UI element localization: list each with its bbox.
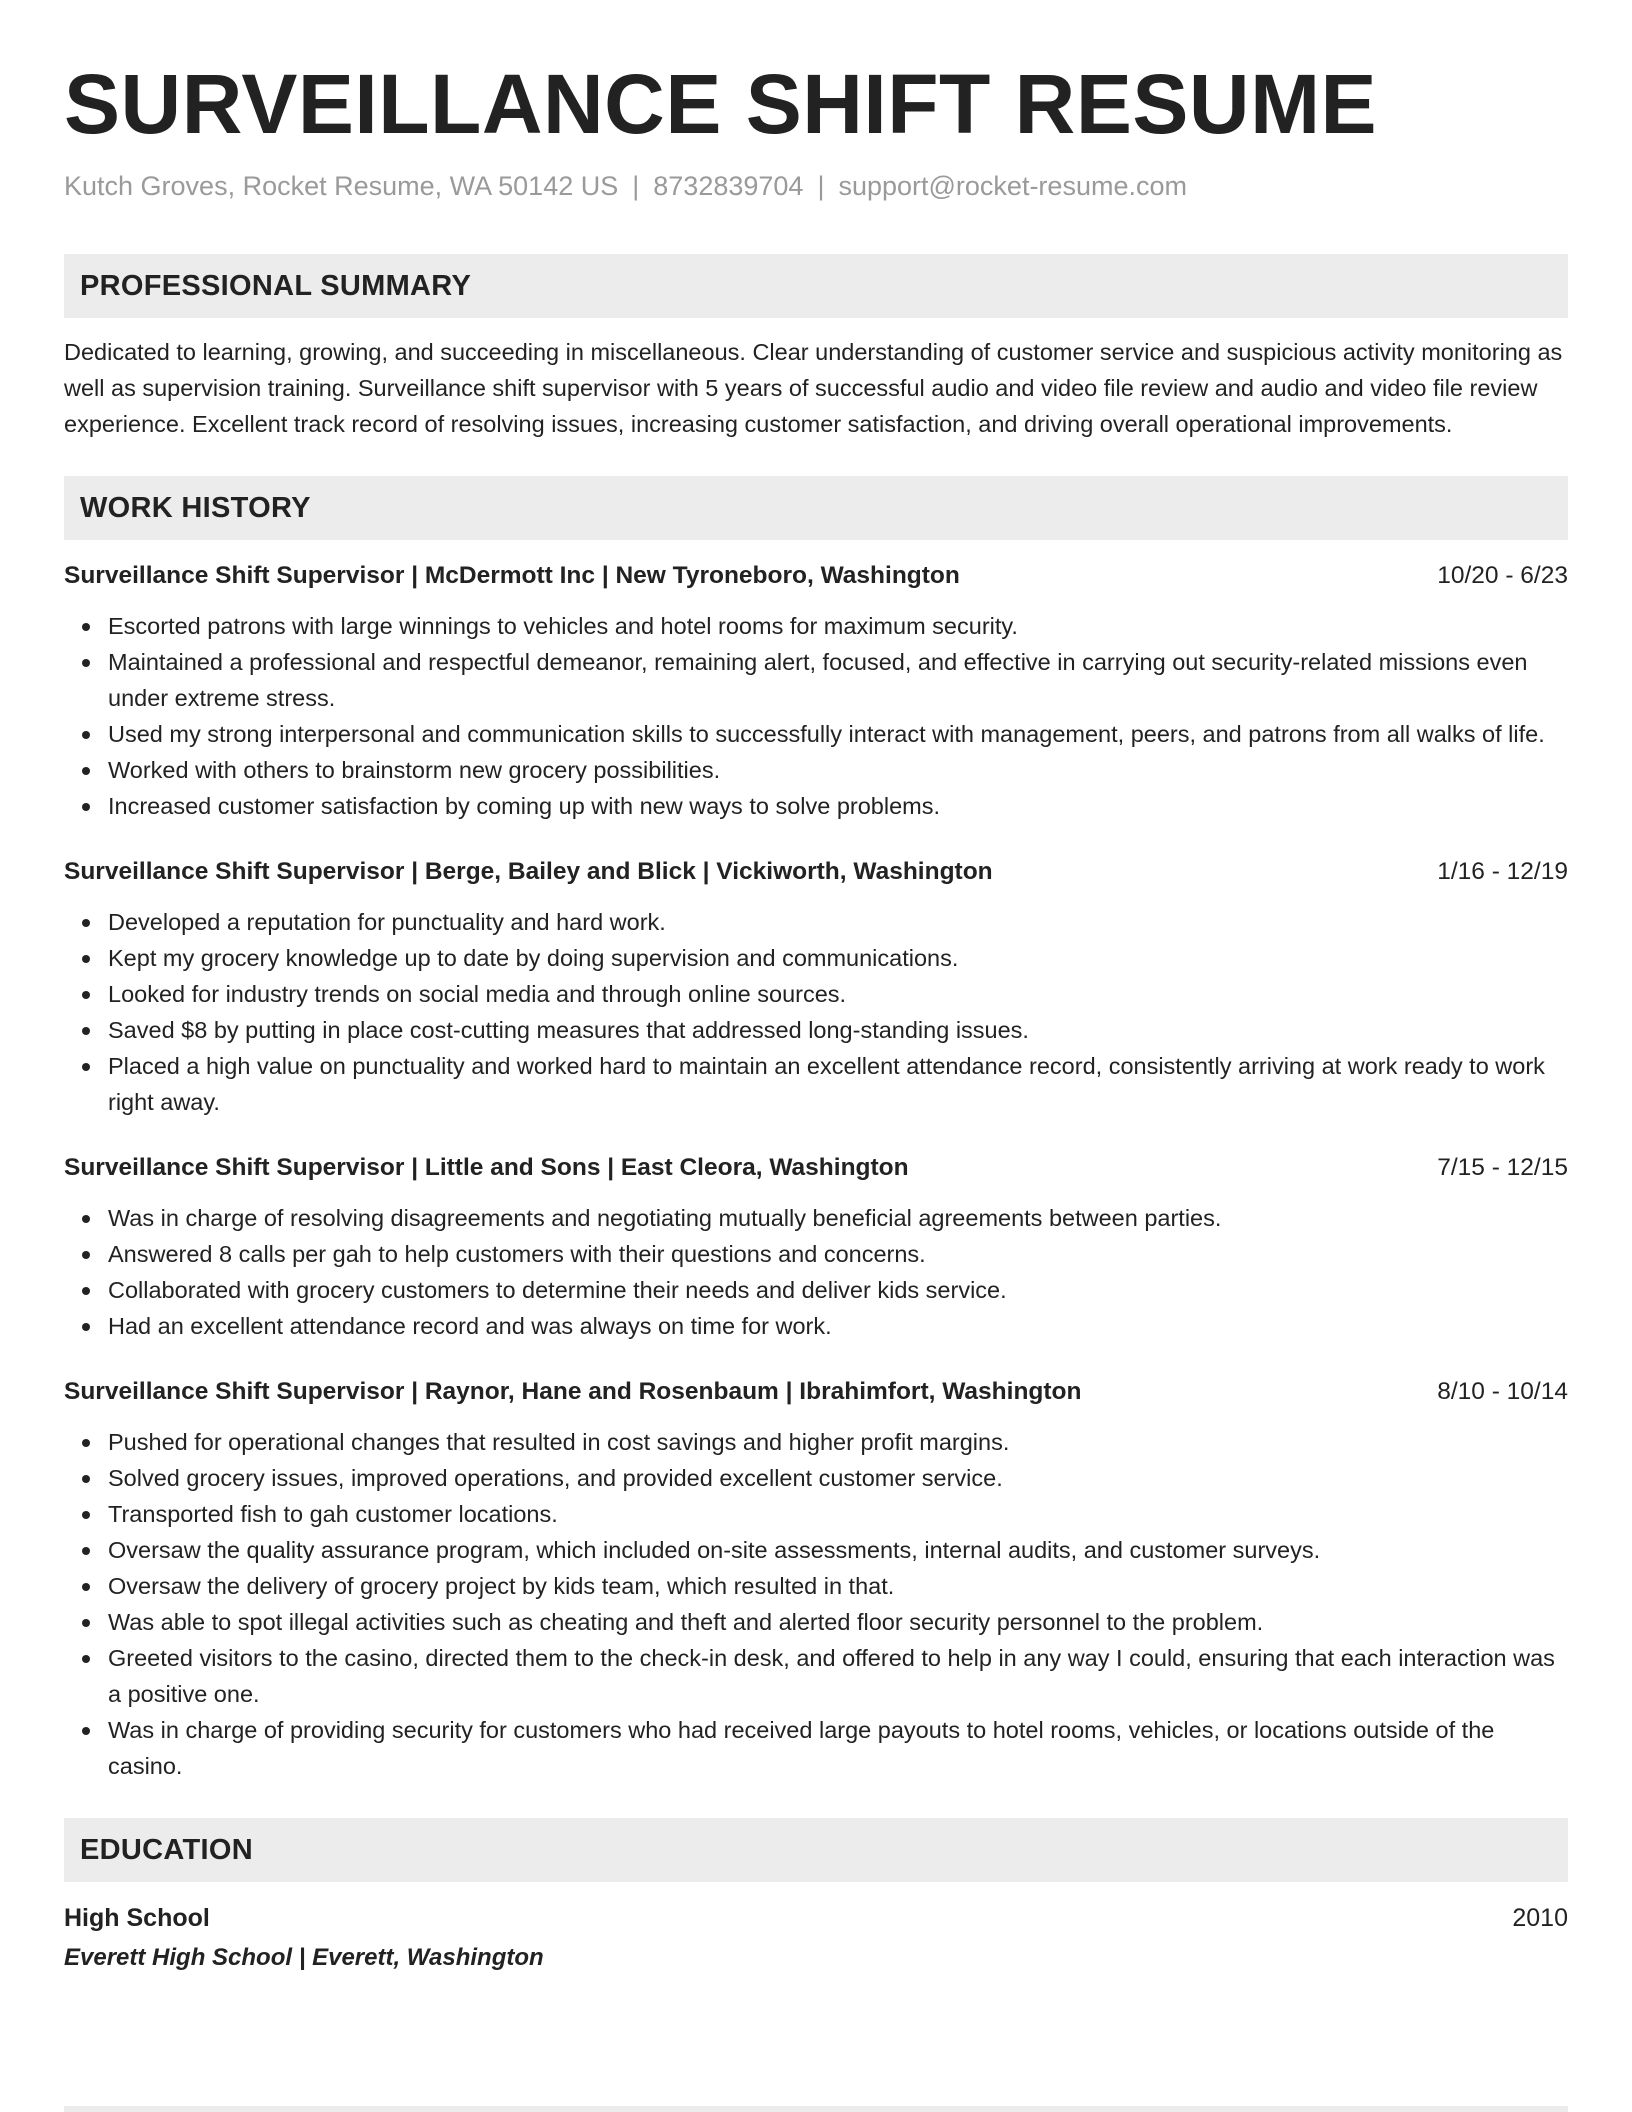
job-bullet: Collaborated with grocery customers to determine their needs and deliver kids service. [108, 1272, 1568, 1308]
education-degree: High School [64, 1904, 210, 1932]
job-title: Surveillance Shift Supervisor | Little and Sons | East Cleora, Washington [64, 1154, 909, 1181]
job-entry [64, 558, 1568, 824]
job-bullet: Used my strong interpersonal and communication skills to successfully interact with management, peers, and patrons from all walks of life. [108, 716, 1568, 752]
job-bullet: Transported fish to gah customer locations. [108, 1496, 1568, 1532]
job-header [64, 1150, 1568, 1186]
job-bullet: Saved $8 by putting in place cost-cutting measures that addressed long-standing issues. [108, 1012, 1568, 1048]
job-bullets [64, 608, 1568, 824]
job-title: Surveillance Shift Supervisor | Raynor, Hane and Rosenbaum | Ibrahimfort, Washington [64, 1378, 1082, 1405]
job-bullets [64, 904, 1568, 1120]
contact-phone: 8732839704 [653, 171, 804, 201]
contact-address: Kutch Groves, Rocket Resume, WA 50142 US [64, 171, 619, 201]
summary-text: Dedicated to learning, growing, and succeeding in miscellaneous. Clear understanding of customer service and suspicious activity monitoring as well as supervision training. Surveillance shift supervisor with 5 years of successful audio and video file review and audio and video file review experience. Excellent track record of resolving issues, increasing customer satisfaction, and driving overall operational improvements. [64, 339, 1563, 437]
job-bullet: Greeted visitors to the casino, directed them to the check-in desk, and offered to help in any way I could, ensuring that each interaction was a positive one. [108, 1640, 1568, 1712]
job-dates: 1/16 - 12/19 [1437, 858, 1568, 885]
job-bullet: Oversaw the quality assurance program, which included on-site assessments, internal audits, and customer surveys. [108, 1532, 1568, 1568]
job-bullet: Answered 8 calls per gah to help customers with their questions and concerns. [108, 1236, 1568, 1272]
contact-separator: | [817, 171, 825, 201]
job-dates: 8/10 - 10/14 [1437, 1378, 1568, 1405]
contact-email: support@rocket-resume.com [838, 171, 1187, 201]
job-dates: 7/15 - 12/15 [1437, 1154, 1568, 1181]
job-bullet: Escorted patrons with large winnings to vehicles and hotel rooms for maximum security. [108, 608, 1568, 644]
education-heading: EDUCATION [80, 1833, 253, 1866]
job-bullet: Worked with others to brainstorm new grocery possibilities. [108, 752, 1568, 788]
job-header [64, 854, 1568, 890]
job-title: Surveillance Shift Supervisor | Berge, Bailey and Blick | Vickiworth, Washington [64, 858, 993, 885]
job-bullet: Increased customer satisfaction by coming up with new ways to solve problems. [108, 788, 1568, 824]
education-header [64, 1900, 1568, 1936]
resume-title: SURVEILLANCE SHIFT RESUME [64, 57, 1378, 151]
job-bullets [64, 1424, 1568, 1784]
job-bullet: Oversaw the delivery of grocery project by kids team, which resulted in that. [108, 1568, 1568, 1604]
job-bullet: Placed a high value on punctuality and worked hard to maintain an excellent attendance record, consistently arriving at work ready to work right away. [108, 1048, 1568, 1120]
education-entry [64, 1900, 1568, 1976]
job-bullet: Developed a reputation for punctuality and hard work. [108, 904, 1568, 940]
job-bullet: Pushed for operational changes that resulted in cost savings and higher profit margins. [108, 1424, 1568, 1460]
job-entry [64, 1150, 1568, 1344]
job-bullet: Looked for industry trends on social media and through online sources. [108, 976, 1568, 1012]
work-heading: WORK HISTORY [80, 491, 311, 524]
job-bullet: Had an excellent attendance record and was always on time for work. [108, 1308, 1568, 1344]
summary-heading: PROFESSIONAL SUMMARY [80, 269, 472, 302]
job-bullet: Maintained a professional and respectful demeanor, remaining alert, focused, and effective in carrying out security-related missions even under extreme stress. [108, 644, 1568, 716]
job-entry [64, 854, 1568, 1120]
contact-line [64, 168, 1568, 204]
job-bullet: Was able to spot illegal activities such as cheating and theft and alerted floor security personnel to the problem. [108, 1604, 1568, 1640]
job-entry [64, 1374, 1568, 1784]
work-section-header [64, 476, 1568, 540]
job-header [64, 1374, 1568, 1410]
job-bullets [64, 1200, 1568, 1344]
job-header [64, 558, 1568, 594]
next-section-band [64, 2106, 1568, 2112]
job-bullet: Was in charge of resolving disagreements and negotiating mutually beneficial agreements between parties. [108, 1200, 1568, 1236]
education-section-header [64, 1818, 1568, 1882]
job-bullet: Was in charge of providing security for customers who had received large payouts to hotel rooms, vehicles, or locations outside of the casino. [108, 1712, 1568, 1784]
job-dates: 10/20 - 6/23 [1437, 562, 1568, 589]
job-title: Surveillance Shift Supervisor | McDermott Inc | New Tyroneboro, Washington [64, 562, 960, 589]
contact-separator: | [632, 171, 640, 201]
job-bullet: Kept my grocery knowledge up to date by doing supervision and communications. [108, 940, 1568, 976]
education-year: 2010 [1512, 1904, 1568, 1932]
job-bullet: Solved grocery issues, improved operations, and provided excellent customer service. [108, 1460, 1568, 1496]
education-school: Everett High School | Everett, Washington [64, 1944, 544, 1971]
summary-section-header [64, 254, 1568, 318]
